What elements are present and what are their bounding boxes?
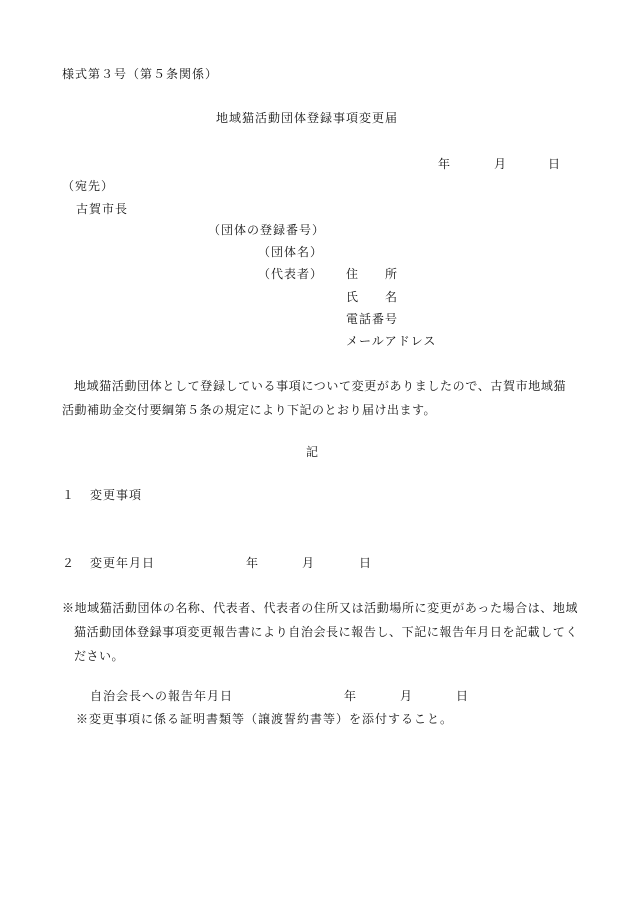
registration-number-label: （団体の登録番号） xyxy=(208,223,326,237)
group-name-label: （団体名） xyxy=(258,245,324,259)
phone-label: 電話番号 xyxy=(346,312,399,326)
representative-label: （代表者） xyxy=(258,267,324,281)
item-1-label: 変更事項 xyxy=(90,488,143,502)
note-1: ※地域猫活動団体の名称、代表者、代表者の住所又は活動場所に変更があった場合は、地域猫活動団体登録事項変更報告書により自治会長に報告し、下記に報告年月日を記載してください。 xyxy=(62,601,578,663)
report-year: 年 xyxy=(344,689,358,703)
date-month: 月 xyxy=(494,157,508,171)
report-day: 日 xyxy=(456,689,470,703)
item-2-number: ２ xyxy=(62,556,76,570)
ki-heading: 記 xyxy=(306,445,320,459)
name-label: 氏 名 xyxy=(346,290,399,304)
date-day: 日 xyxy=(548,157,562,171)
item-1-number: １ xyxy=(62,488,76,502)
item-2-label: 変更年月日 xyxy=(90,556,156,570)
item-2-month: 月 xyxy=(302,556,316,570)
addressee-name: 古賀市長 xyxy=(76,202,129,216)
report-month: 月 xyxy=(400,689,414,703)
document-title: 地域猫活動団体登録事項変更届 xyxy=(216,111,399,125)
report-date-label: 自治会長への報告年月日 xyxy=(90,689,234,703)
item-2-year: 年 xyxy=(246,556,260,570)
address-label: 住 所 xyxy=(346,267,399,281)
email-label: メールアドレス xyxy=(346,334,437,348)
form-number: 様式第３号（第５条関係） xyxy=(62,67,219,81)
note-2: ※変更事項に係る証明書類等（譲渡誓約書等）を添付すること。 xyxy=(76,712,454,726)
addressee-prefix: （宛先） xyxy=(62,179,115,193)
body-paragraph: 地域猫活動団体として登録している事項について変更がありましたので、古賀市地域猫活動補助金交付要綱第５条の規定により下記のとおり届け出ます。 xyxy=(62,379,566,417)
date-year: 年 xyxy=(438,157,452,171)
item-2-day: 日 xyxy=(359,556,373,570)
